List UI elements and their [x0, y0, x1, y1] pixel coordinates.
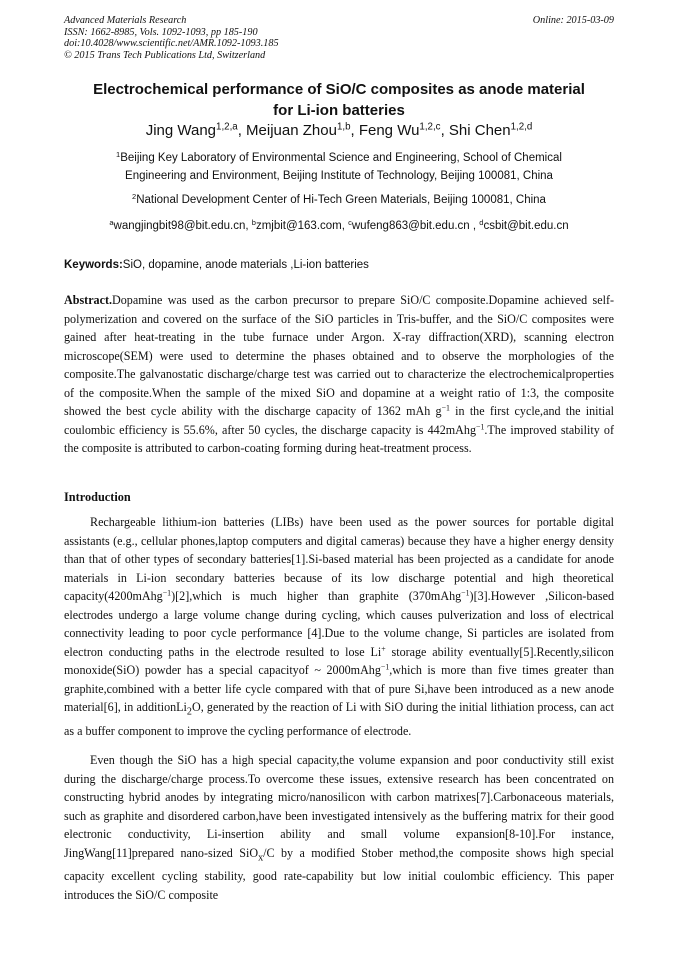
- superscript: −1: [476, 422, 485, 432]
- superscript: +: [381, 644, 386, 654]
- author-name: Jing Wang: [145, 122, 217, 139]
- paragraph-text: ,which is more than five times greater than graphite,combined with a better life cycle compared with that of pure Si,have been introduced as a new anode material[6], in additionLi: [64, 663, 614, 714]
- doi-line: doi:10.4028/www.scientific.net/AMR.1092-1093.185: [64, 38, 279, 50]
- affiliation-1: [64, 149, 614, 185]
- author-sup: 1,b: [336, 121, 351, 133]
- email-sup: d: [479, 217, 484, 227]
- abstract-text: .The improved stability of the composite is attributed to carbon-coating forming during heat-treatment process.: [64, 422, 614, 455]
- section-heading-introduction: Introduction: [64, 490, 131, 504]
- author-sup: 1,2,d: [510, 121, 533, 133]
- affiliation-1-line-1: Beijing Key Laboratory of Environmental Science and Engineering, School of Chemical: [120, 152, 562, 164]
- online-date: Online: 2015-03-09: [532, 15, 614, 26]
- keywords-text: SiO, dopamine, anode materials ,Li-ion batteries: [122, 259, 369, 271]
- keywords-label: Keywords:: [64, 259, 123, 271]
- title-line-1: Electrochemical performance of SiO/C composites as anode material: [93, 81, 585, 98]
- author-list: [64, 121, 614, 141]
- superscript: −1: [441, 403, 450, 413]
- paragraph-text: storage ability eventually[5].Recently,silicon monoxide(SiO) powder has a special capacityof ~ 2000mAhg: [64, 644, 614, 677]
- paragraph-text: Rechargeable lithium-ion batteries (LIBs) have been used as the power sources for portable digital assistants (e.g., cellular phones,laptop computers and digital cameras) because they have a higher energy density than that of other types of secondary batteries[1].Si-based material has been projected as a candidate for anode materials in Li-ion secondary batteries because of its low discharge potential and high theoretical capacity(4200mAhg: [64, 515, 614, 603]
- superscript: −1: [162, 588, 172, 598]
- subscript: 2: [186, 706, 192, 718]
- superscript: −1: [461, 588, 470, 598]
- email[interactable]: wangjingbit98@bit.edu.cn,: [113, 220, 252, 232]
- abstract-label: Abstract.: [64, 293, 113, 307]
- paragraph-text: /C by a modified Stober method,the composite shows high special capacity excellent cycling stability, good rate-capability but low initial coulombic efficiency. This paper introduces the SiO/C composite: [64, 845, 614, 902]
- affiliation-2-text: National Development Center of Hi-Tech Green Materials, Beijing 100081, China: [136, 194, 546, 206]
- email-sup: c: [348, 217, 352, 227]
- author-name: , Shi Chen: [440, 122, 511, 139]
- intro-paragraph-1: [64, 513, 614, 740]
- email-list: [64, 218, 614, 234]
- journal-header: [64, 15, 614, 61]
- intro-paragraph-2: [64, 751, 614, 904]
- email[interactable]: zmjbit@163.com,: [255, 220, 349, 232]
- journal-name: Advanced Materials Research: [64, 15, 187, 26]
- paragraph-text: )[3].However ,Silicon-based electrodes undergo a large volume change during cycling, which causes pulverization and loss of electrical connectivity leading to poor cycle performance [4].Due to the volume change, Si particles are isolated from electron conducting paths in the electrode resulted to lose Li: [64, 589, 614, 659]
- abstract: [64, 291, 614, 458]
- subscript: x: [258, 851, 264, 863]
- affiliation-sup: 1: [116, 149, 121, 159]
- affiliation-1-line-2: Engineering and Environment, Beijing Institute of Technology, Beijing 100081, China: [125, 170, 553, 182]
- abstract-text: Dopamine was used as the carbon precursor to prepare SiO/C composite.Dopamine achieved self-polymerization and covered on the surface of the SiO particles in Tris-buffer, and the SiO/C composites were gained after heat-treating in the tube furnace under Argon. X-ray diffraction(XRD), scanning electron microscope(SEM) were used to determine the phases obtained and to observe the morphologies of the composite.The galvanostatic discharge/charge test was carried out to characterize the electrochemicalproperties of the composite.When the sample of the mixed SiO and dopamine at a weight ratio of 1:3, the composite showed the best cycle ability with the discharge capacity of 1362 mAh g: [64, 293, 614, 418]
- affiliation-sup: 2: [132, 191, 137, 201]
- superscript: −1: [380, 662, 390, 672]
- title-line-2: for Li-ion batteries: [273, 102, 405, 119]
- paragraph-text: O, generated by the reaction of Li with SiO during the initial lithiation process, can act as a buffer component to improve the cycling performance of electrode.: [64, 700, 614, 738]
- copyright-line: © 2015 Trans Tech Publications Ltd, Switzerland: [64, 49, 266, 61]
- author-name: , Feng Wu: [350, 122, 420, 139]
- author-sup: 1,2,c: [419, 121, 441, 133]
- email[interactable]: wufeng863@bit.edu.cn ,: [351, 220, 480, 232]
- email-sup: a: [109, 217, 114, 227]
- paragraph-text: )[2],which is much higher than graphite (370mAhg: [171, 589, 462, 603]
- affiliation-2: [64, 192, 614, 208]
- abstract-text: in the first cycle,and the initial coulombic efficiency is 55.6%, after 50 cycles, the discharge capacity is 442mAhg: [64, 404, 614, 437]
- email-sup: b: [251, 217, 256, 227]
- paper-title: [64, 79, 614, 121]
- author-sup: 1,2,a: [216, 121, 238, 133]
- paragraph-text: Even though the SiO has a high special capacity,the volume expansion and poor conductivity still exist during the discharge/charge process.To overcome these issues, extensive research has been concentrated on constructing hybrid anodes by integrating micro/nanosilicon with carbon matrixes[7].Carbonaceous materials, such as graphite and disordered carbon,have been investigated intensively as the buffering matrix for their good electronic conductivity, Li-insertion ability and small volume expansion[8-10].For instance, JingWang[11]prepared nano-sized SiO: [64, 753, 614, 860]
- keywords: [64, 257, 614, 273]
- issn-line: ISSN: 1662-8985, Vols. 1092-1093, pp 185-190: [64, 26, 258, 38]
- author-name: , Meijuan Zhou: [237, 122, 337, 139]
- email[interactable]: csbit@bit.edu.cn: [483, 220, 569, 232]
